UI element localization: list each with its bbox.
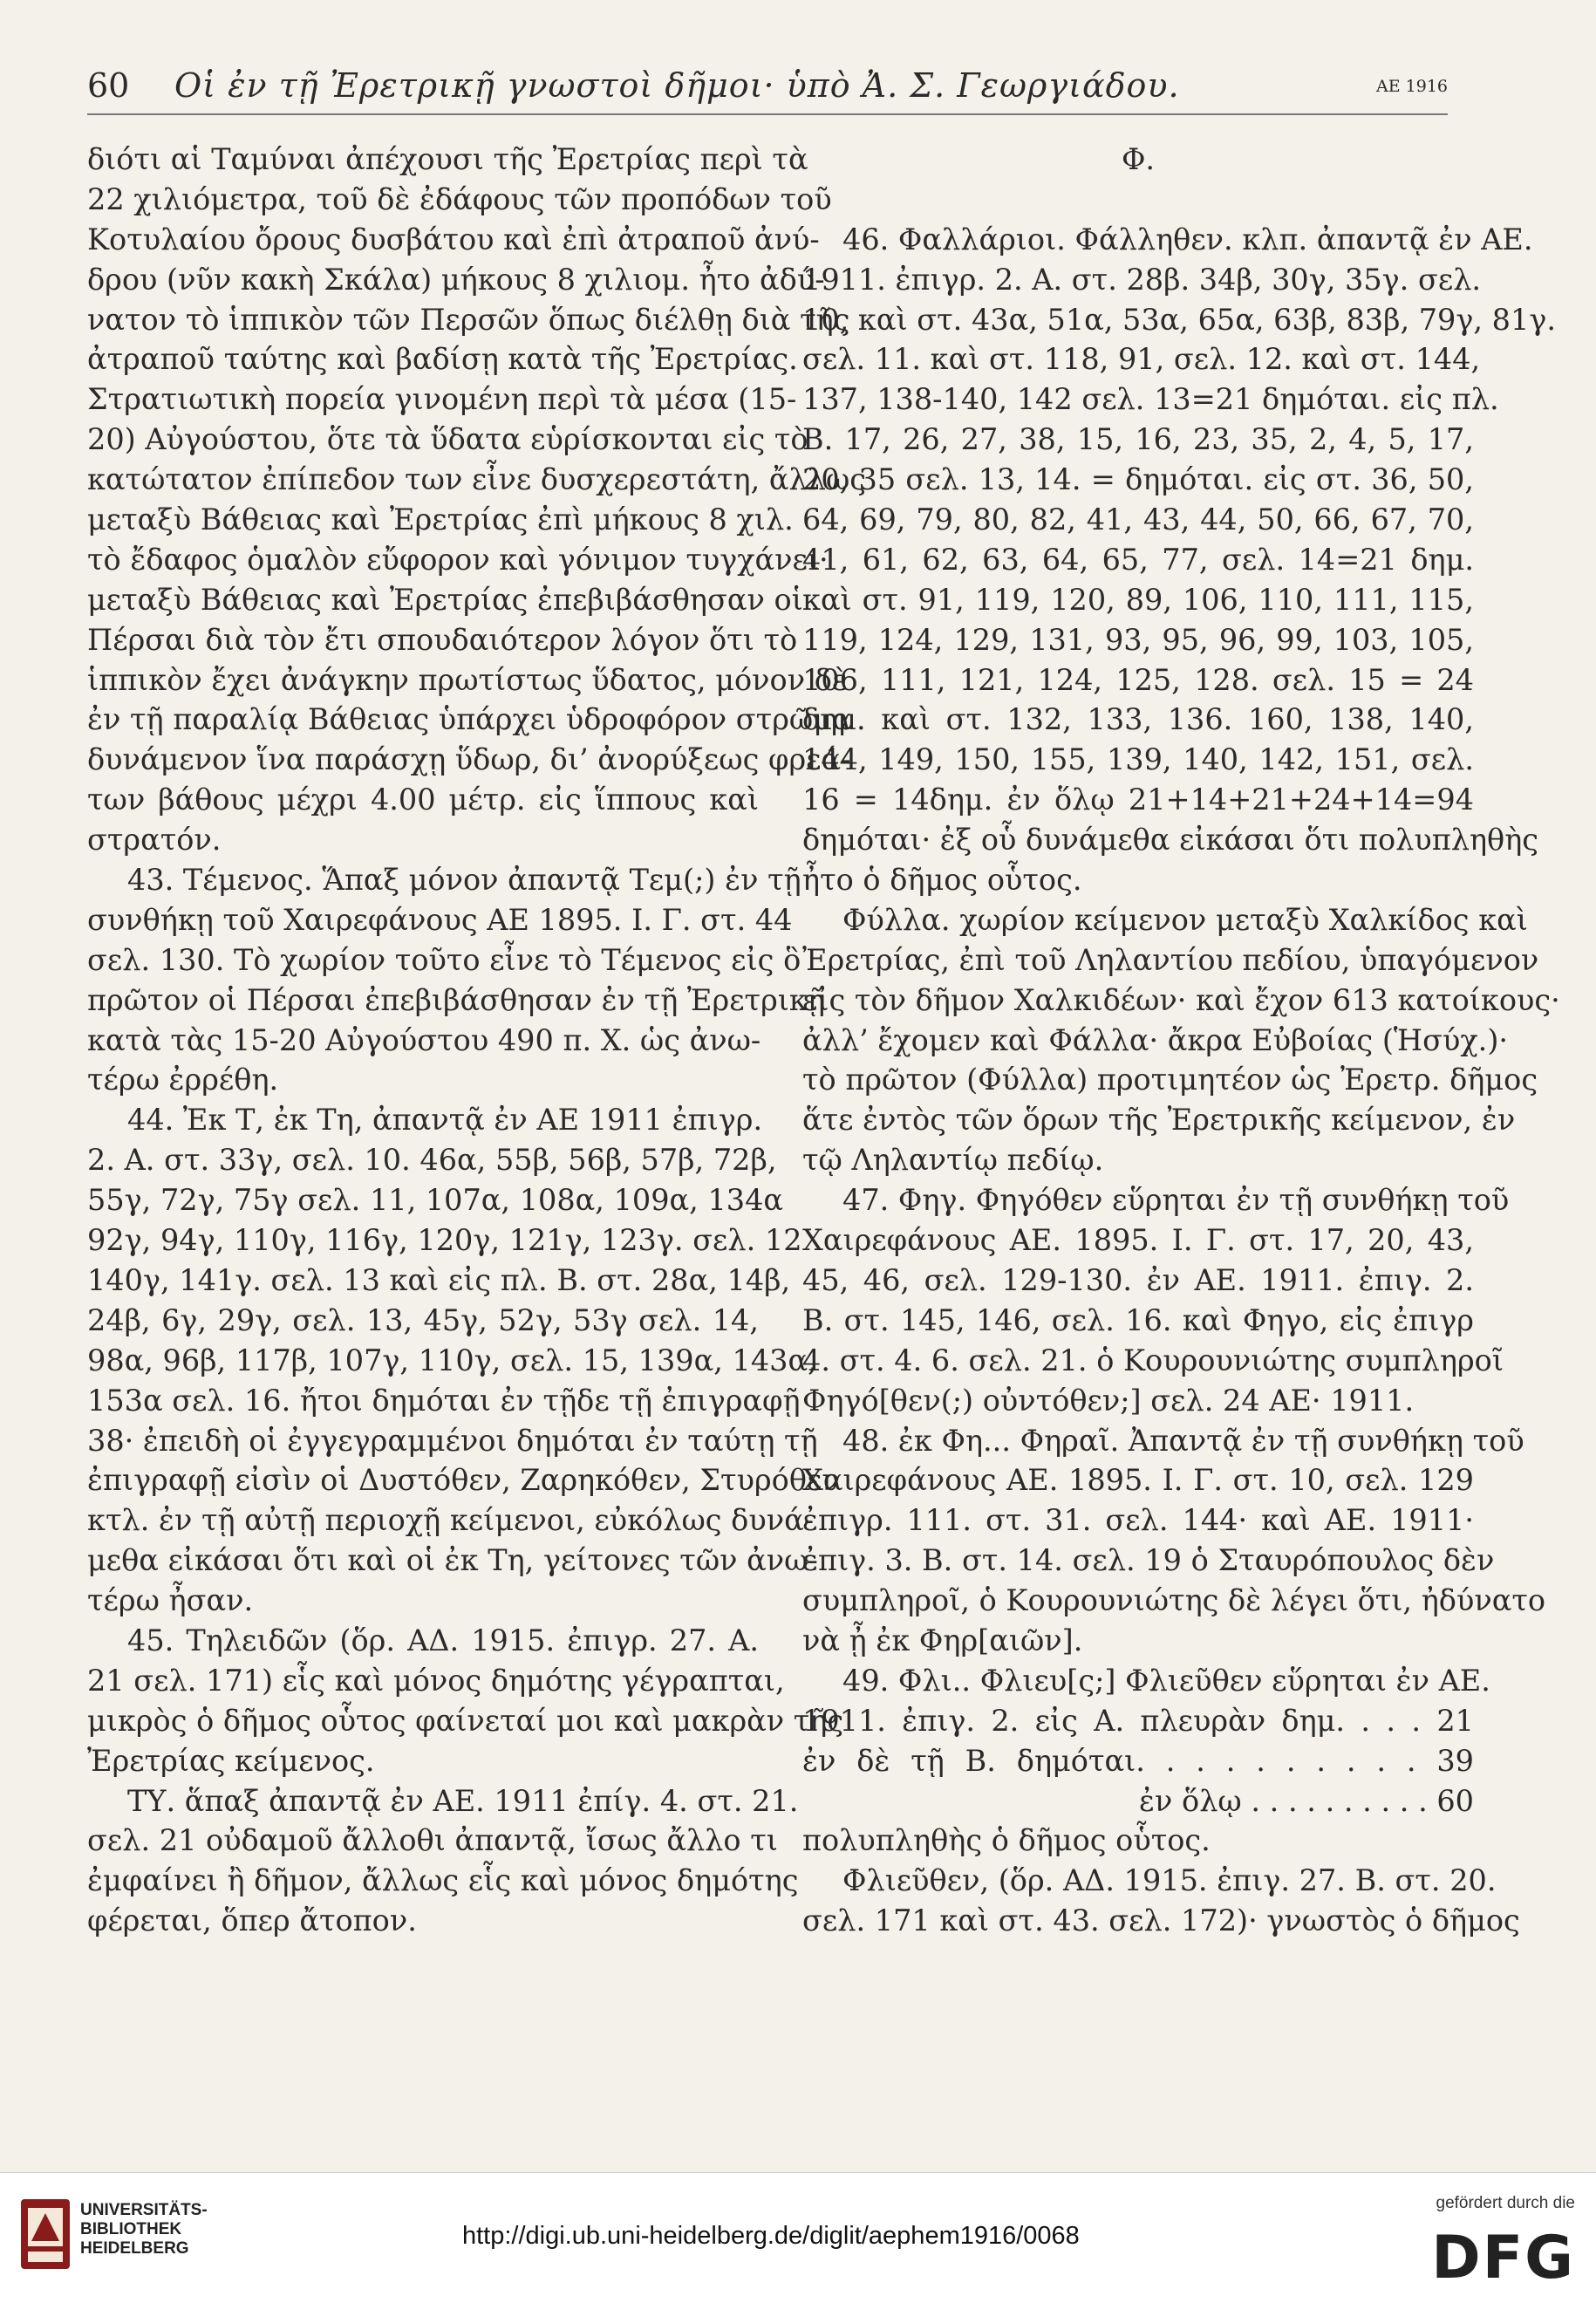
text-line: ἐν τῇ παραλίᾳ Βάθειας ὑπάρχει ὑδροφόρον στρῶμα: [87, 702, 852, 737]
text-line: ἐπιγραφῇ εἰσὶν οἱ Δυστόθεν, Ζαρηκόθεν, Στυρόθεν: [87, 1463, 840, 1498]
left-text-column: [87, 140, 867, 1941]
text-line: ἦτο ὁ δῆμος οὗτος.: [802, 863, 1082, 898]
funding-note: gefördert durch die: [1436, 2194, 1575, 2212]
text-line: [802, 180, 1474, 220]
text-line: δημ. καὶ στ. 132, 133, 136. 160, 138, 140,: [802, 702, 1474, 737]
text-line: ἅτε ἐντὸς τῶν ὅρων τῆς Ἐρετρικῆς κείμενον, ἐν: [802, 1103, 1516, 1138]
text-line: συνθήκῃ τοῦ Χαιρεφάνους ΑΕ 1895. Ι. Γ. στ. 44: [87, 902, 793, 937]
text-line: τέρω ἐρρέθη.: [87, 1063, 279, 1097]
text-line: των βάθους μέχρι 4.00 μέτρ. εἰς ἵππους καὶ: [87, 782, 759, 817]
text-line: 46. Φαλλάριοι. Φάλληθεν. κλπ. ἀπαντᾷ ἐν ΑΕ.: [842, 222, 1533, 256]
text-line: 24β, 6γ, 29γ, σελ. 13, 45γ, 52γ, 53γ σελ. 14,: [87, 1302, 759, 1337]
text-line: ἐν δὲ τῇ Β. δημόται. . . . . . . . . . 39: [802, 1743, 1474, 1778]
institution-name: UNIVERSITÄTS- BIBLIOTHEK HEIDELBERG: [80, 2201, 208, 2258]
text-line: στρατόν.: [87, 823, 222, 858]
text-line: 106, 111, 121, 124, 125, 128. σελ. 15 = 24: [802, 662, 1474, 697]
text-line: ΤΥ. ἅπαξ ἀπαντᾷ ἐν ΑΕ. 1911 ἐπίγ. 4. στ. 21.: [127, 1783, 799, 1818]
page-number: 60: [87, 66, 130, 105]
text-line: 4. στ. 4. 6. σελ. 21. ὁ Κουρουνιώτης συμπληροῖ: [802, 1343, 1504, 1377]
text-line: 45. Τηλειδῶν (ὅρ. ΑΔ. 1915. ἐπιγρ. 27. Α.: [127, 1623, 759, 1657]
text-line: νὰ ᾖ ἐκ Φηρ[αιῶν].: [802, 1623, 1083, 1657]
text-line: μεταξὺ Βάθειας καὶ Ἐρετρίας ἐπὶ μήκους 8 χιλ.: [87, 502, 794, 537]
text-line: 21 σελ. 171) εἷς καὶ μόνος δημότης γέγραπται,: [87, 1663, 785, 1698]
text-line: 22 χιλιόμετρα, τοῦ δὲ ἐδάφους τῶν προπόδων τοῦ: [87, 181, 832, 216]
text-line: 48. ἐκ Φη... Φηραῖ. Ἀπαντᾷ ἐν τῇ συνθήκῃ τοῦ: [842, 1423, 1524, 1458]
text-line: σελ. 21 οὐδαμοῦ ἄλλοθι ἀπαντᾷ, ἴσως ἄλλο τι: [87, 1823, 778, 1858]
text-line: διότι αἱ Ταμύναι ἀπέχουσι τῆς Ἐρετρίας περὶ τὰ: [87, 142, 808, 176]
text-line: 119, 124, 129, 131, 93, 95, 96, 99, 103, 105,: [802, 622, 1474, 657]
text-line: ἀτραποῦ ταύτης καὶ βαδίσῃ κατὰ τῆς Ἐρετρίας.: [87, 342, 798, 377]
text-line: κατὰ τὰς 15-20 Αὐγούστου 490 π. Χ. ὡς ἀνω-: [87, 1022, 761, 1057]
text-line: 45, 46, σελ. 129-130. ἐν ΑΕ. 1911. ἐπιγ. 2.: [802, 1262, 1474, 1297]
text-line: Ἐρετρίας κείμενος.: [87, 1743, 375, 1778]
text-line: 20, 35 σελ. 13, 14. = δημόται. εἰς στ. 36, 50,: [802, 462, 1474, 497]
text-line: 1911. ἐπιγρ. 2. Α. στ. 28β. 34β, 30γ, 35γ. σελ.: [802, 262, 1482, 297]
text-line: φέρεται, ὅπερ ἄτοπον.: [87, 1903, 417, 1938]
text-line: 2. Α. στ. 33γ, σελ. 10. 46α, 55β, 56β, 57β, 72β,: [87, 1143, 777, 1178]
right-text-column: [802, 140, 1560, 1941]
text-line: 43. Τέμενος. Ἅπαξ μόνον ἀπαντᾷ Τεμ(;) ἐν τῇ: [127, 863, 801, 898]
text-line: 1911. ἐπιγ. 2. εἰς Α. πλευρὰν δημ. . . . 21: [802, 1703, 1474, 1738]
text-line: 92γ, 94γ, 110γ, 116γ, 120γ, 121γ, 123γ. σελ. 12: [87, 1223, 802, 1258]
text-line: 64, 69, 79, 80, 82, 41, 43, 44, 50, 66, 67, 70,: [802, 502, 1474, 537]
text-line: 44. Ἐκ Τ, ἐκ Τη, ἀπαντᾷ ἐν ΑΕ 1911 ἐπιγρ.: [127, 1103, 763, 1138]
text-line: 153α σελ. 16. ἤτοι δημόται ἐν τῇδε τῇ ἐπιγραφῇ: [87, 1383, 801, 1418]
text-line: 41, 61, 62, 63, 64, 65, 77, σελ. 14=21 δημ.: [802, 542, 1474, 577]
running-title: Οἱ ἐν τῇ Ἐρετρικῇ γνωστοὶ δῆμοι· ὑπὸ Ἀ. Σ. Γεωργιάδου.: [174, 66, 1180, 105]
text-line: 10, καὶ στ. 43α, 51α, 53α, 65α, 63β, 83β, 79γ, 81γ.: [802, 302, 1556, 337]
text-line: 38· ἐπειδὴ οἱ ἐγγεγραμμένοι δημόται ἐν ταύτῃ τῇ: [87, 1423, 818, 1458]
text-line: σελ. 11. καὶ στ. 118, 91, σελ. 12. καὶ στ. 144,: [802, 342, 1481, 377]
text-line: τῷ Ληλαντίῳ πεδίῳ.: [802, 1143, 1104, 1178]
dfg-logo: DFG: [1431, 2224, 1575, 2293]
text-line: 140γ, 141γ. σελ. 13 καὶ εἰς πλ. Β. στ. 28α, 14β,: [87, 1262, 791, 1297]
text-line: τὸ ἔδαφος ὁμαλὸν εὔφορον καὶ γόνιμον τυγχάνει·: [87, 542, 829, 577]
text-line: Κοτυλαίου ὄρους δυσβάτου καὶ ἐπὶ ἀτραποῦ ἀνύ-: [87, 222, 820, 256]
text-line: ἐπιγ. 3. Β. στ. 14. σελ. 19 ὁ Σταυρόπουλος δὲν: [802, 1543, 1495, 1578]
text-line: καὶ στ. 91, 119, 120, 89, 106, 110, 111, 115,: [802, 582, 1474, 617]
digitization-footer: [0, 2172, 1596, 2303]
text-line: μεταξὺ Βάθειας καὶ Ἐρετρίας ἐπεβιβάσθησαν οἱ: [87, 582, 803, 617]
running-header: [87, 61, 1448, 115]
text-line: Ἐρετρίας, ἐπὶ τοῦ Ληλαντίου πεδίου, ὑπαγόμενον: [802, 942, 1539, 977]
source-url-link[interactable]: http://digi.ub.uni-heidelberg.de/diglit/aephem1916/0068: [462, 2222, 1080, 2250]
text-line: συμπληροῖ, ὁ Κουρουνιώτης δὲ λέγει ὅτι, ἠδύνατο: [802, 1583, 1546, 1618]
text-line: πολυπληθὴς ὁ δῆμος οὗτος.: [802, 1823, 1211, 1858]
text-line: 144, 149, 150, 155, 139, 140, 142, 151, σελ.: [802, 742, 1474, 777]
text-line: Β. 17, 26, 27, 38, 15, 16, 23, 35, 2, 4, 5, 17,: [802, 422, 1474, 457]
text-line: 47. Φηγ. Φηγόθεν εὕρηται ἐν τῇ συνθήκῃ τοῦ: [842, 1183, 1510, 1218]
text-line: 49. Φλι.. Φλιευ[ς;] Φλιεῦθεν εὕρηται ἐν ΑΕ.: [842, 1663, 1490, 1698]
text-line: δρου (νῦν κακὴ Σκάλα) μήκους 8 χιλιομ. ἦτο ἀδύ-: [87, 262, 825, 297]
text-line: κατώτατον ἐπίπεδον των εἶνε δυσχερεστάτη, ἄλλως: [87, 462, 867, 497]
text-line: μεθα εἰκάσαι ὅτι καὶ οἱ ἐκ Τη, γείτονες τῶν ἀνω-: [87, 1543, 818, 1578]
text-line: 20) Αὐγούστου, ὅτε τὰ ὕδατα εὑρίσκονται εἰς τὸ: [87, 422, 808, 457]
text-line: σελ. 171 καὶ στ. 43. σελ. 172)· γνωστὸς ὁ δῆμος: [802, 1903, 1520, 1938]
text-line: τὸ πρῶτον (Φύλλα) προτιμητέον ὡς Ἐρετρ. δῆμος: [802, 1063, 1538, 1097]
text-line: Χαιρεφάνους ΑΕ. 1895. Ι. Γ. στ. 10, σελ. 129: [802, 1463, 1474, 1498]
text-line: ἐν ὅλῳ . . . . . . . . . . 60: [1139, 1783, 1474, 1818]
university-seal-icon: [19, 2197, 72, 2271]
text-line: σελ. 130. Τὸ χωρίον τοῦτο εἶνε τὸ Τέμενος εἰς ὃ: [87, 942, 801, 977]
text-line: 55γ, 72γ, 75γ σελ. 11, 107α, 108α, 109α, 134α: [87, 1183, 784, 1218]
text-line: ἀλλ’ ἔχομεν καὶ Φάλλα· ἄκρα Εὐβοίας (Ἡσύχ.)·: [802, 1022, 1509, 1057]
text-line: ἱππικὸν ἔχει ἀνάγκην πρωτίστως ὕδατος, μόνον δὲ: [87, 662, 848, 697]
text-line: Φύλλα. χωρίον κείμενον μεταξὺ Χαλκίδος καὶ: [842, 902, 1528, 937]
text-line: πρῶτον οἱ Πέρσαι ἐπεβιβάσθησαν ἐν τῇ Ἐρετρικῇ: [87, 982, 825, 1017]
volume-label: ΑΕ 1916: [1376, 77, 1448, 96]
text-line: τέρω ἦσαν.: [87, 1583, 254, 1618]
text-line: Χαιρεφάνους ΑΕ. 1895. Ι. Γ. στ. 17, 20, 43,: [802, 1223, 1474, 1258]
text-line: Στρατιωτικὴ πορεία γινομένη περὶ τὰ μέσα (15-: [87, 382, 797, 417]
text-line: Πέρσαι διὰ τὸν ἔτι σπουδαιότερον λόγον ὅτι τὸ: [87, 622, 798, 657]
text-line: Β. στ. 145, 146, σελ. 16. καὶ Φηγο, εἰς ἐπιγρ: [802, 1302, 1474, 1337]
text-line: μικρὸς ὁ δῆμος οὗτος φαίνεταί μοι καὶ μακρὰν τῆς: [87, 1703, 844, 1738]
text-line: 98α, 96β, 117β, 107γ, 110γ, σελ. 15, 139α, 143α,: [87, 1343, 817, 1377]
text-line: Φ.: [1121, 142, 1156, 176]
text-line: κτλ. ἐν τῇ αὐτῇ περιοχῇ κείμενοι, εὐκόλως δυνά-: [87, 1503, 815, 1538]
text-line: νατον τὸ ἱππικὸν τῶν Περσῶν ὅπως διέλθῃ διὰ τῆς: [87, 302, 850, 337]
text-line: Φλιεῦθεν, (ὅρ. ΑΔ. 1915. ἐπιγ. 27. Β. στ. 20.: [842, 1863, 1497, 1898]
text-line: δημόται· ἐξ οὗ δυνάμεθα εἰκάσαι ὅτι πολυπληθὴς: [802, 823, 1539, 858]
text-line: ἐπιγρ. 111. στ. 31. σελ. 144· καὶ ΑΕ. 1911·: [802, 1503, 1474, 1538]
text-line: δυνάμενον ἵνα παράσχῃ ὕδωρ, δι’ ἀνορύξεως φρεά-: [87, 742, 851, 777]
text-line: Φηγό[θεν(;) οὐντόθεν;] σελ. 24 ΑΕ· 1911.: [802, 1383, 1415, 1418]
text-line: 16 = 14δημ. ἐν ὅλῳ 21+14+21+24+14=94: [802, 782, 1474, 817]
text-line: 137, 138-140, 142 σελ. 13=21 δημόται. εἰς πλ.: [802, 382, 1499, 417]
text-line: ἐμφαίνει ἢ δῆμον, ἄλλως εἷς καὶ μόνος δημότης: [87, 1863, 799, 1898]
text-line: εἰς τὸν δῆμον Χαλκιδέων· καὶ ἔχον 613 κατοίκους·: [802, 982, 1560, 1017]
